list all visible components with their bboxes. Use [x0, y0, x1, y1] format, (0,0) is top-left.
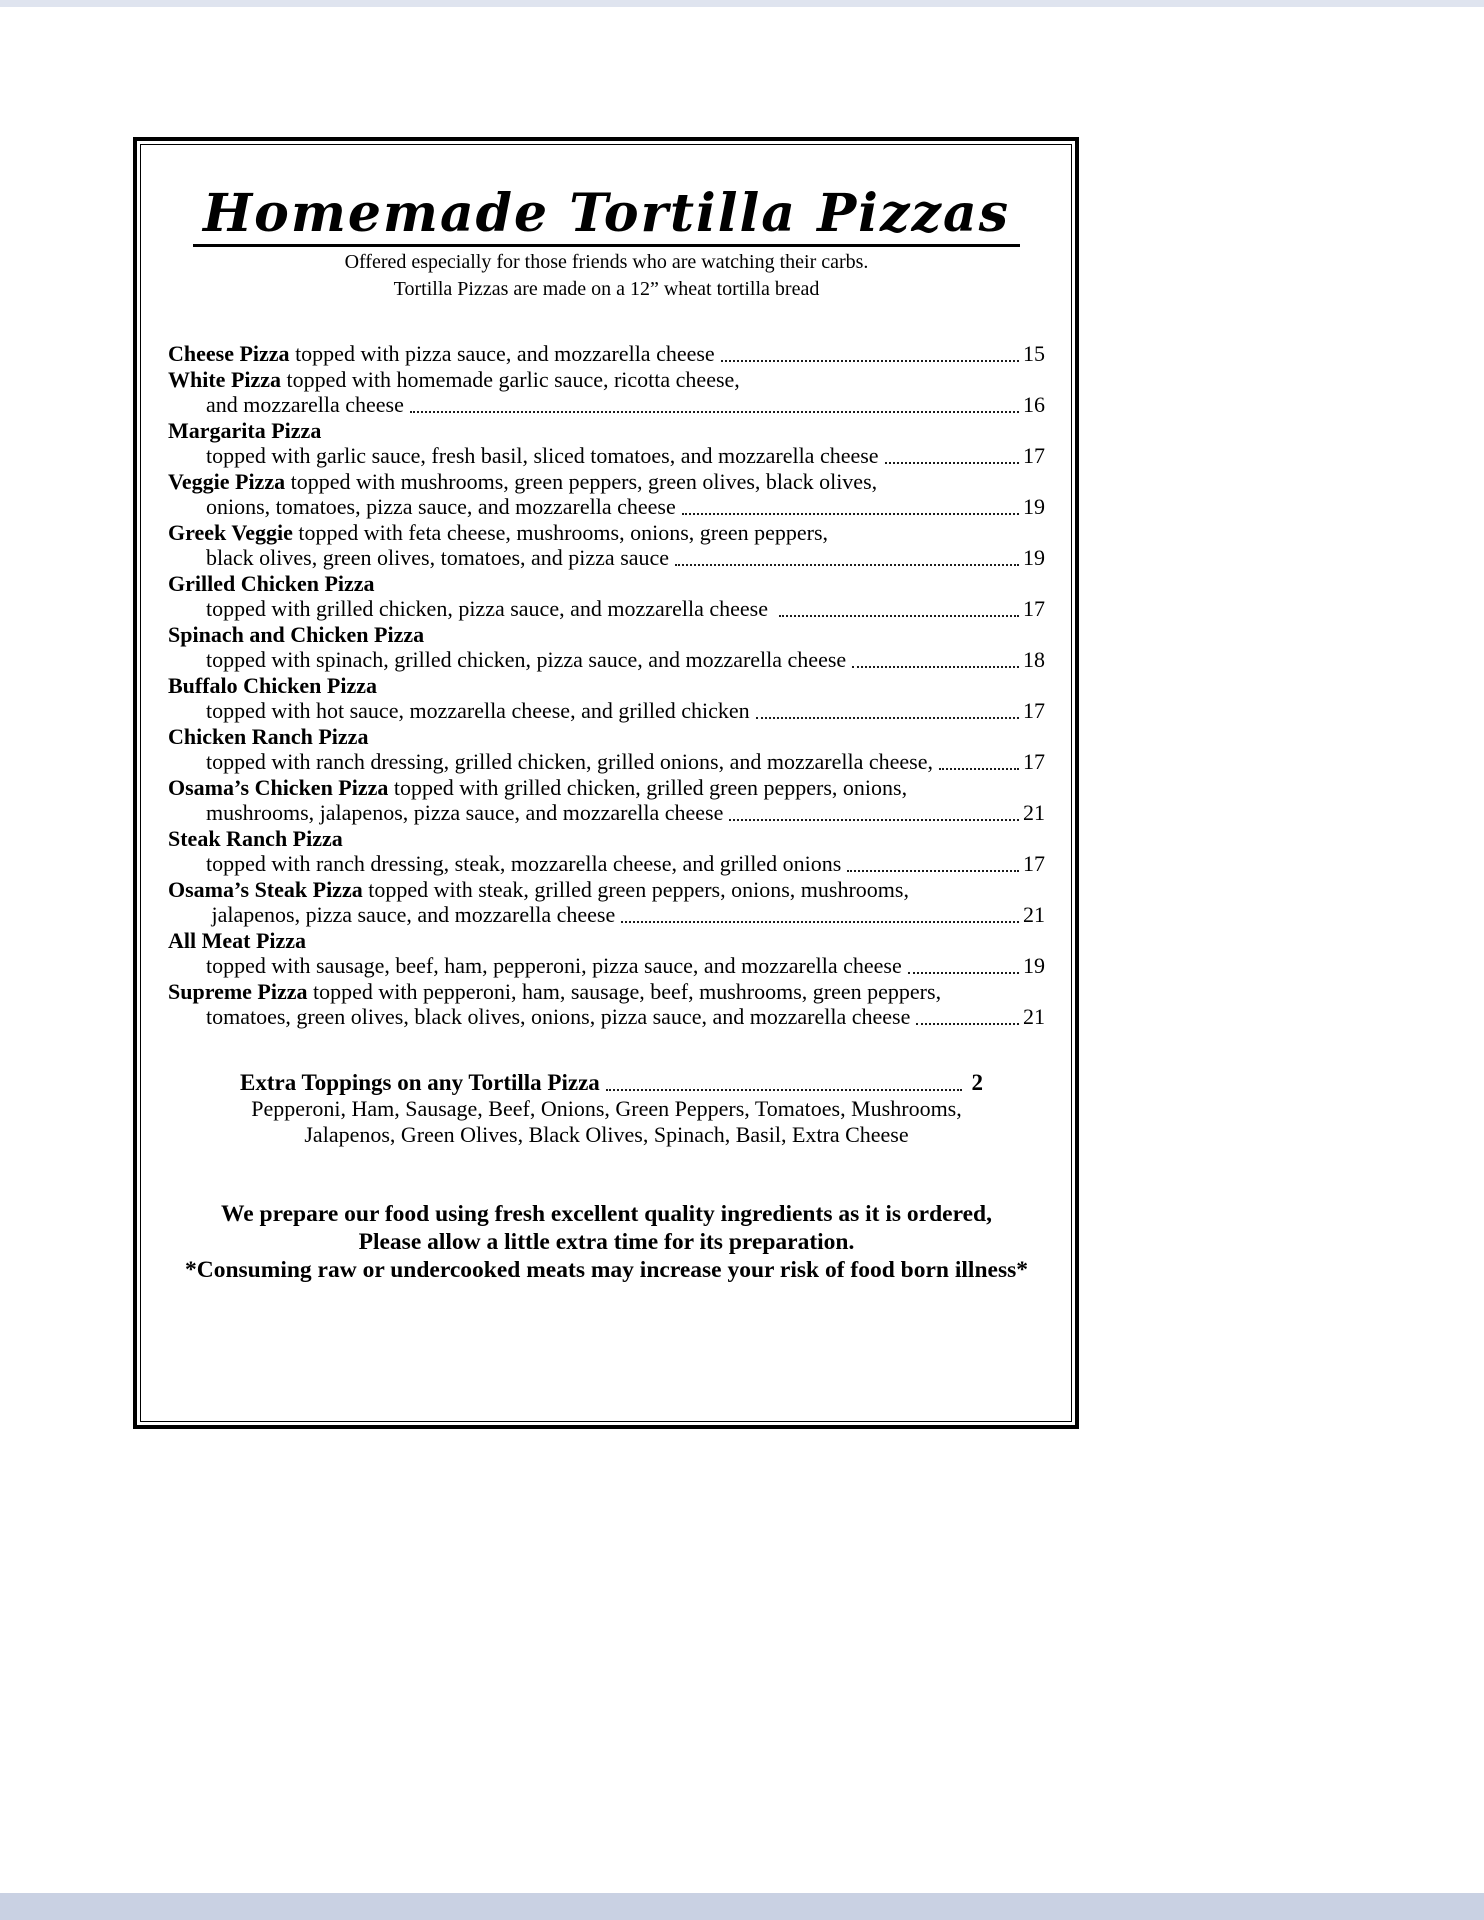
item-description: topped with grilled chicken, grilled green peppers, onions, — [388, 774, 908, 800]
footer-line-2: Please allow a little extra time for its preparation. — [358, 1228, 855, 1255]
menu-item — [168, 469, 1045, 520]
dotted-leader — [621, 921, 1019, 923]
menu-item-line — [168, 800, 1045, 826]
item-name: Grilled Chicken Pizza — [168, 570, 375, 596]
menu-item — [168, 928, 1045, 979]
menu-item — [168, 877, 1045, 928]
menu-item-line — [168, 545, 1045, 571]
menu-item-line — [168, 673, 1045, 699]
page-title: Homemade Tortilla Pizzas — [193, 185, 1020, 247]
item-price: 21 — [1023, 800, 1045, 825]
dotted-leader — [939, 768, 1019, 770]
item-price: 19 — [1023, 545, 1045, 570]
menu-list — [168, 341, 1045, 1030]
item-name: Osama’s Steak Pizza — [168, 876, 363, 902]
menu-item-line — [168, 724, 1045, 750]
item-price: 17 — [1023, 851, 1045, 876]
item-name: Osama’s Chicken Pizza — [168, 774, 389, 800]
menu-item-line — [168, 826, 1045, 852]
dotted-leader — [852, 666, 1019, 668]
menu-item-line — [168, 851, 1045, 877]
item-description: onions, tomatoes, pizza sauce, and mozzarella cheese — [206, 494, 676, 519]
item-description: topped with grilled chicken, pizza sauce, and mozzarella cheese — [206, 596, 774, 621]
item-description: topped with hot sauce, mozzarella cheese, and grilled chicken — [206, 698, 750, 723]
dotted-leader — [606, 1089, 962, 1091]
dotted-leader — [675, 564, 1019, 566]
dotted-leader — [756, 717, 1019, 719]
item-description: tomatoes, green olives, black olives, onions, pizza sauce, and mozzarella cheese — [206, 1004, 911, 1029]
item-description: and mozzarella cheese — [206, 392, 404, 417]
menu-item — [168, 418, 1045, 469]
menu-item-line — [168, 596, 1045, 622]
page-border-inner — [140, 144, 1072, 1422]
item-price: 18 — [1023, 647, 1045, 672]
item-description: jalapenos, pizza sauce, and mozzarella cheese — [206, 902, 616, 927]
item-description: topped with spinach, grilled chicken, pizza sauce, and mozzarella cheese — [206, 647, 847, 672]
menu-item-line — [168, 647, 1045, 673]
scan-artifact-strip-top — [0, 0, 1484, 7]
menu-item — [168, 367, 1045, 418]
item-price: 21 — [1023, 902, 1045, 927]
item-price: 21 — [1023, 1004, 1045, 1029]
menu-item-line — [168, 392, 1045, 418]
dotted-leader — [885, 462, 1019, 464]
item-description: topped with sausage, beef, ham, pepperoni, pizza sauce, and mozzarella cheese — [206, 953, 902, 978]
item-price: 17 — [1023, 749, 1045, 774]
menu-item-line — [168, 443, 1045, 469]
item-name: Buffalo Chicken Pizza — [168, 672, 377, 698]
item-description: mushrooms, jalapenos, pizza sauce, and mozzarella cheese — [206, 800, 724, 825]
menu-item — [168, 520, 1045, 571]
item-description: topped with ranch dressing, grilled chicken, grilled onions, and mozzarella cheese, — [206, 749, 933, 774]
item-price: 17 — [1023, 443, 1045, 468]
toppings-line-1: Pepperoni, Ham, Sausage, Beef, Onions, Green Peppers, Tomatoes, Mushrooms, — [251, 1095, 962, 1121]
menu-item-line — [168, 469, 1045, 495]
menu-item-line — [168, 418, 1045, 444]
footer-notes — [168, 1200, 1045, 1284]
menu-item-line — [168, 1004, 1045, 1030]
dotted-leader — [847, 870, 1019, 872]
menu-item — [168, 775, 1045, 826]
item-name: Chicken Ranch Pizza — [168, 723, 369, 749]
subtitle-line-1: Offered especially for those friends who are watching their carbs. — [344, 251, 869, 273]
item-name: Spinach and Chicken Pizza — [168, 621, 425, 647]
item-name: Supreme Pizza — [168, 978, 308, 1004]
item-description: black olives, green olives, tomatoes, and pizza sauce — [206, 545, 670, 570]
dotted-leader — [410, 411, 1019, 413]
menu-item-line — [168, 775, 1045, 801]
item-price: 16 — [1023, 392, 1045, 417]
item-price: 19 — [1023, 953, 1045, 978]
item-name: Margarita Pizza — [168, 417, 322, 443]
item-description: topped with garlic sauce, fresh basil, sliced tomatoes, and mozzarella cheese — [206, 443, 879, 468]
menu-item — [168, 826, 1045, 877]
item-price: 17 — [1023, 596, 1045, 621]
header — [168, 185, 1045, 301]
item-description: topped with pepperoni, ham, sausage, beef, mushrooms, green peppers, — [307, 978, 942, 1004]
menu-item-line — [168, 571, 1045, 597]
menu-item-line — [168, 520, 1045, 546]
page-border — [133, 137, 1079, 1429]
menu-item — [168, 571, 1045, 622]
item-price: 19 — [1023, 494, 1045, 519]
item-price: 15 — [1023, 341, 1045, 366]
menu-item — [168, 979, 1045, 1030]
item-name: Cheese Pizza — [168, 341, 290, 366]
extra-toppings-price: 2 — [965, 1069, 983, 1095]
menu-item-line — [168, 749, 1045, 775]
item-name: Greek Veggie — [168, 519, 293, 545]
menu-item — [168, 724, 1045, 775]
menu-item-line — [168, 622, 1045, 648]
item-name: White Pizza — [168, 366, 282, 392]
menu-item-line — [168, 494, 1045, 520]
item-name: Steak Ranch Pizza — [168, 825, 343, 851]
item-description: topped with feta cheese, mushrooms, onions, green peppers, — [292, 519, 829, 545]
extra-toppings-heading: Extra Toppings on any Tortilla Pizza — [240, 1069, 600, 1095]
footer-line-1: We prepare our food using fresh excellent quality ingredients as it is ordered, — [221, 1200, 992, 1227]
menu-item-line — [168, 953, 1045, 979]
menu-item-line — [168, 902, 1045, 928]
dotted-leader — [721, 360, 1019, 362]
dotted-leader — [779, 615, 1019, 617]
item-name: All Meat Pizza — [168, 927, 307, 953]
item-description: topped with ranch dressing, steak, mozzarella cheese, and grilled onions — [206, 851, 842, 876]
menu-item-line — [168, 698, 1045, 724]
item-description: topped with homemade garlic sauce, ricotta cheese, — [281, 366, 740, 392]
subtitle-line-2: Tortilla Pizzas are made on a 12” wheat tortilla bread — [393, 278, 820, 300]
scan-artifact-strip-bottom — [0, 1893, 1484, 1920]
extra-toppings-section — [168, 1070, 1045, 1148]
item-description: topped with mushrooms, green peppers, green olives, black olives, — [285, 468, 878, 494]
menu-item-line — [168, 341, 1045, 367]
dotted-leader — [682, 513, 1019, 515]
menu-item-line — [168, 928, 1045, 954]
menu-item-line — [168, 367, 1045, 393]
menu-item-line — [168, 877, 1045, 903]
menu-item-line — [168, 979, 1045, 1005]
dotted-leader — [908, 972, 1019, 974]
extra-toppings-heading-line — [240, 1070, 983, 1096]
item-description: topped with steak, grilled green peppers, onions, mushrooms, — [362, 876, 909, 902]
item-name: Veggie Pizza — [168, 468, 286, 494]
menu-item — [168, 341, 1045, 367]
item-description: topped with pizza sauce, and mozzarella cheese — [289, 341, 715, 366]
dotted-leader — [916, 1023, 1019, 1025]
toppings-line-2: Jalapenos, Green Olives, Black Olives, Spinach, Basil, Extra Cheese — [304, 1121, 909, 1147]
footer-line-3: *Consuming raw or undercooked meats may increase your risk of food born illness* — [185, 1256, 1028, 1283]
menu-item — [168, 622, 1045, 673]
menu-item — [168, 673, 1045, 724]
dotted-leader — [729, 819, 1019, 821]
item-price: 17 — [1023, 698, 1045, 723]
